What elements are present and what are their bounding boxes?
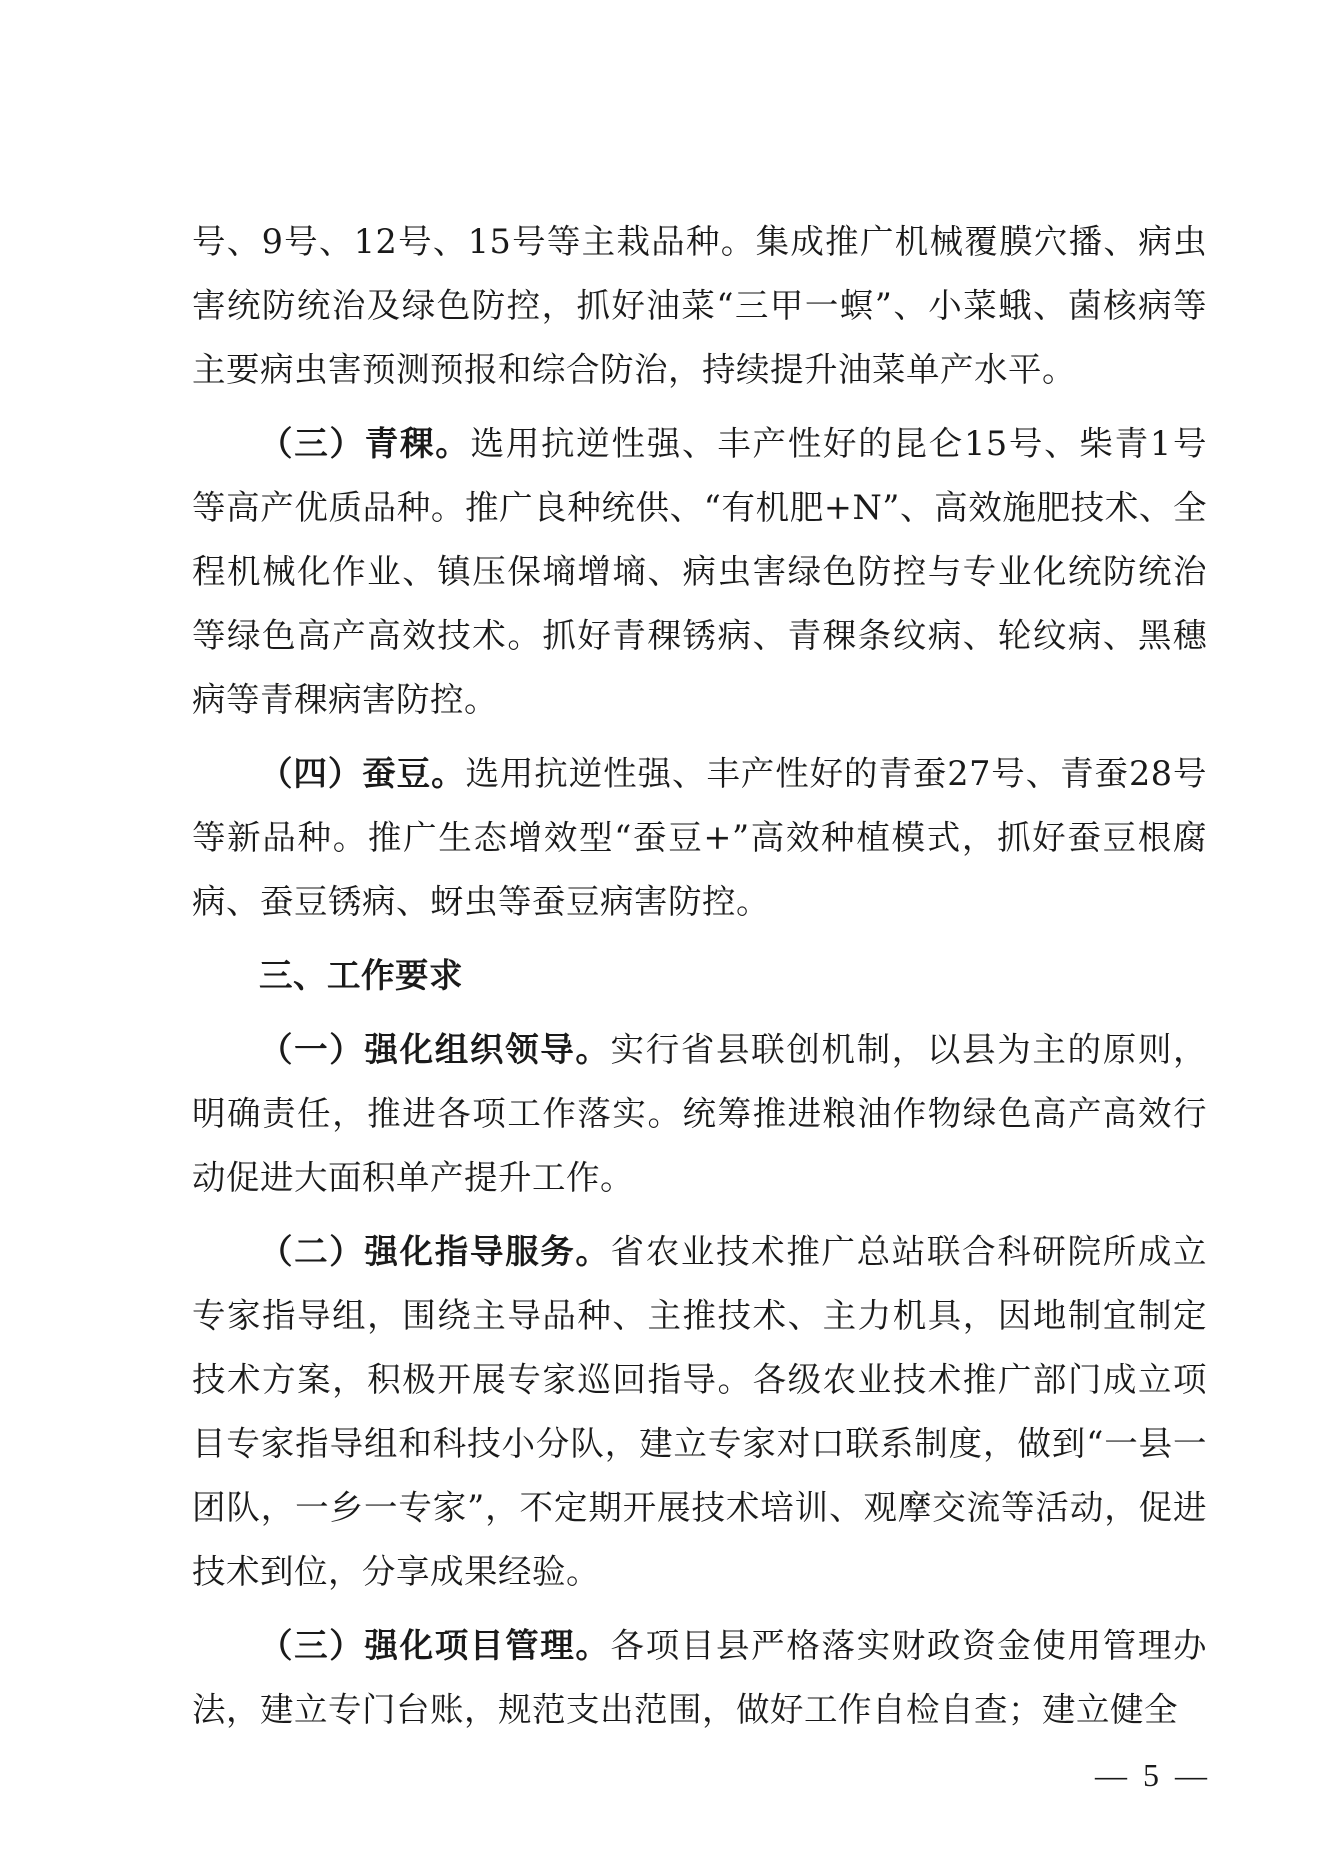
paragraph-text: 选用抗逆性强、丰产性好的青蚕27号、青蚕28号等新品种。推广生态增效型“蚕豆+”高效种植模式，抓好蚕豆根腐病、蚕豆锈病、蚜虫等蚕豆病害防控。: [192, 754, 1207, 921]
paragraph-highland-barley: [192, 412, 1207, 732]
paragraph-lead: （四）蚕豆。: [259, 754, 466, 793]
paragraph-text: 号、9号、12号、15号等主栽品种。集成推广机械覆膜穴播、病虫害统防统治及绿色防控，抓好油菜“三甲一螟”、小菜蛾、菌核病等主要病虫害预测预报和综合防治，持续提升油菜单产水平。: [192, 222, 1207, 389]
paragraph-text: 选用抗逆性强、丰产性好的昆仑15号、柴青1号等高产优质品种。推广良种统供、“有机肥+N”、高效施肥技术、全程机械化作业、镇压保墒增墒、病虫害绿色防控与专业化统防统治等绿色高产高效技术。抓好青稞锈病、青稞条纹病、轮纹病、黑穗病等青稞病害防控。: [192, 424, 1207, 719]
paragraph-text: 省农业技术推广总站联合科研院所成立专家指导组，围绕主导品种、主推技术、主力机具，因地制宜制定技术方案，积极开展专家巡回指导。各级农业技术推广部门成立项目专家指导组和科技小分队，建立专家对口联系制度，做到“一县一团队，一乡一专家”，不定期开展技术培训、观摩交流等活动，促进技术到位，分享成果经验。: [192, 1232, 1208, 1591]
paragraph-guidance-service: [192, 1220, 1207, 1604]
paragraph-broad-bean: [192, 742, 1207, 934]
paragraph-rapeseed-continued: [192, 210, 1207, 402]
paragraph-lead: （一）强化组织领导。: [259, 1030, 611, 1069]
paragraph-lead: （三）青稞。: [259, 424, 471, 463]
paragraph-lead: （三）强化项目管理。: [259, 1626, 611, 1665]
paragraph-text: 实行省县联创机制，以县为主的原则，明确责任，推进各项工作落实。统筹推进粮油作物绿色高产高效行动促进大面积单产提升工作。: [192, 1030, 1208, 1197]
paragraph-organization-leadership: [192, 1018, 1207, 1210]
page-number: — 5 —: [1095, 1757, 1211, 1793]
paragraph-project-management: [192, 1614, 1207, 1742]
document-body: [192, 210, 1207, 1752]
section-heading: 三、工作要求: [259, 956, 463, 995]
paragraph-text: 各项目县严格落实财政资金使用管理办法，建立专门台账，规范支出范围，做好工作自检自查；建立健全: [192, 1626, 1208, 1729]
paragraph-lead: （二）强化指导服务。: [259, 1232, 611, 1271]
